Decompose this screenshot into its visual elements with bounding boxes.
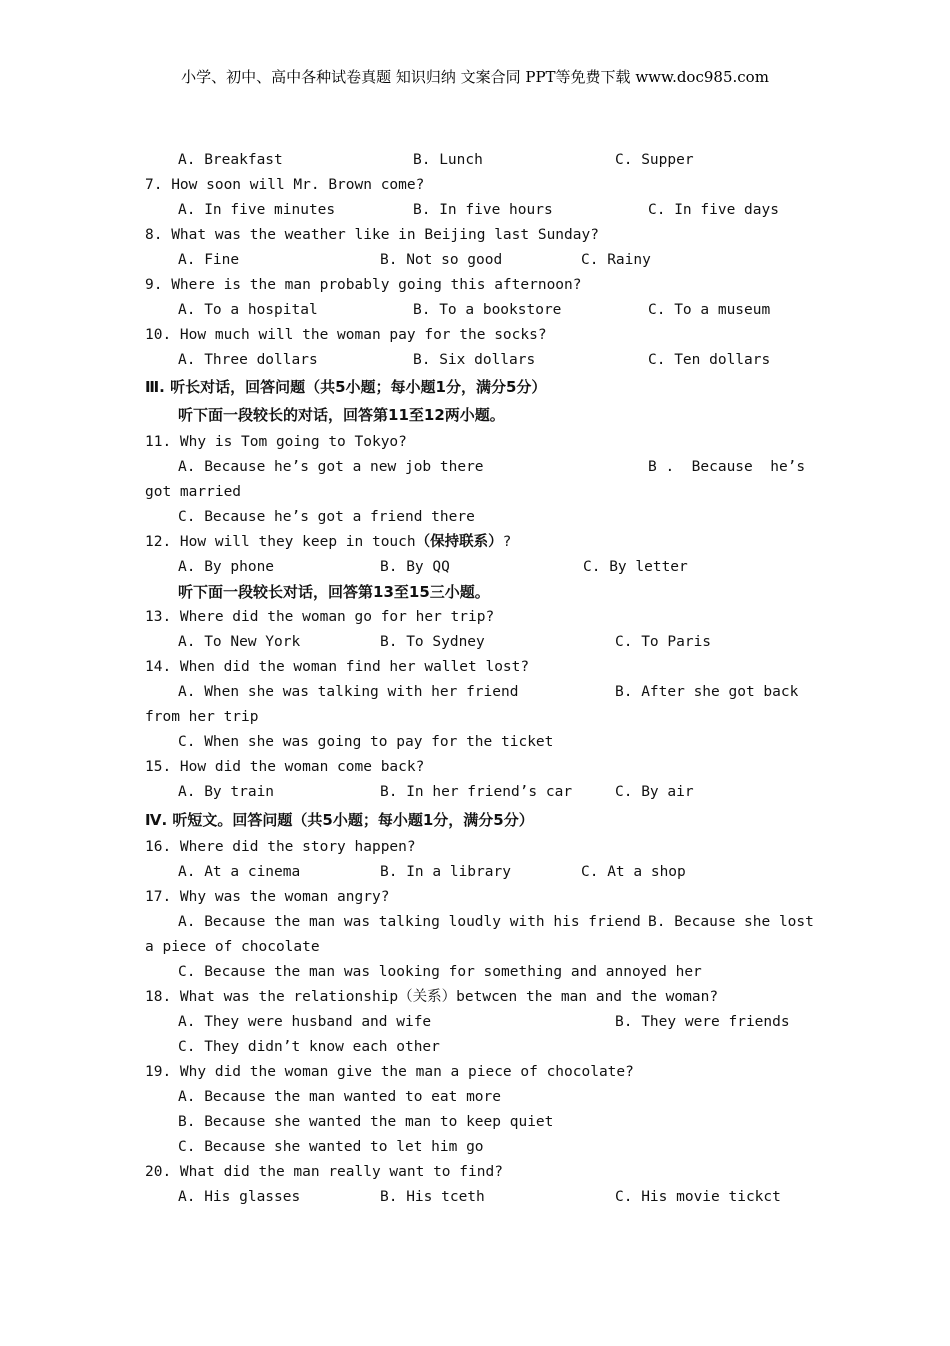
q17-option-a: A. Because the man was talking loudly with his friend [178,914,641,930]
q6-option-c: C. Supper [615,152,694,168]
q12-question-text: 12. How will they keep in touch [145,534,416,550]
q14-option-b-continued: from her trip [145,709,259,725]
q12-question [145,532,511,552]
section-3-instruction-2: 听下面一段较长对话，回答第13至15三小题。 [178,583,490,601]
q8-option-a: A. Fine [178,252,240,268]
q6-option-b: B. Lunch [413,152,483,168]
q8-option-b: B. Not so good [380,252,503,268]
q12-option-c: C. By letter [583,559,688,575]
q10-option-c: C. Ten dollars [648,352,771,368]
q12-question-mark: ? [502,534,512,550]
q11-option-c: C. Because he’s got a friend there [178,509,475,525]
q20-option-c: C. His movie tickct [615,1189,781,1205]
q6-option-a: A. Breakfast [178,152,283,168]
q18-question: 18. What was the relationship（关系）betwcen the man and the woman? [145,989,719,1005]
q20-option-b: B. His tceth [380,1189,485,1205]
q18-option-c: C. They didn’t know each other [178,1039,440,1055]
q9-option-c: C. To a museum [648,302,771,318]
q12-option-b: B. By QQ [380,559,450,575]
q18-option-a: A. They were husband and wife [178,1014,432,1030]
q9-question: 9. Where is the man probably going this afternoon? [145,277,582,293]
q14-option-a: A. When she was talking with her friend [178,684,519,700]
q19-question: 19. Why did the woman give the man a piece of chocolate? [145,1064,634,1080]
q14-question: 14. When did the woman find her wallet lost? [145,659,530,675]
q13-option-a: A. To New York [178,634,301,650]
q7-option-b: B. In five hours [413,202,553,218]
q17-option-b-continued: a piece of chocolate [145,939,320,955]
q8-option-c: C. Rainy [581,252,651,268]
section-3-title: Ⅲ. 听长对话，回答问题（共5小题；每小题1分，满分5分） [145,378,547,396]
q12-question-gloss: （保持联系） [415,534,503,550]
q16-question: 16. Where did the story happen? [145,839,416,855]
section-4-title: Ⅳ. 听短文。回答问题（共5小题；每小题1分，满分5分） [145,811,534,829]
q11-question: 11. Why is Tom going to Tokyo? [145,434,407,450]
q10-option-b: B. Six dollars [413,352,536,368]
q11-option-b-continued: got married [145,484,242,500]
q9-option-a: A. To a hospital [178,302,318,318]
q13-question: 13. Where did the woman go for her trip? [145,609,495,625]
q7-option-a: A. In five minutes [178,202,336,218]
q7-question: 7. How soon will Mr. Brown come? [145,177,425,193]
q16-option-a: A. At a cinema [178,864,301,880]
q16-option-c: C. At a shop [581,864,686,880]
q13-option-b: B. To Sydney [380,634,485,650]
q20-question: 20. What did the man really want to find? [145,1164,503,1180]
q14-option-b: B. After she got back [615,684,799,700]
q13-option-c: C. To Paris [615,634,712,650]
q12-option-a: A. By phone [178,559,275,575]
page-header: 小学、初中、高中各种试卷真题 知识归纳 文案合同 PPT等免费下载 www.doc985.com [181,68,769,86]
q11-option-a: A. Because he’s got a new job there [178,459,484,475]
q15-option-a: A. By train [178,784,275,800]
q20-option-a: A. His glasses [178,1189,301,1205]
q16-option-b: B. In a library [380,864,511,880]
q15-question: 15. How did the woman come back? [145,759,425,775]
q19-option-b: B. Because she wanted the man to keep quiet [178,1114,554,1130]
q9-option-b: B. To a bookstore [413,302,562,318]
q19-option-a: A. Because the man wanted to eat more [178,1089,502,1105]
q18-option-b: B. They were friends [615,1014,790,1030]
q17-question: 17. Why was the woman angry? [145,889,390,905]
q14-option-c: C. When she was going to pay for the ticket [178,734,554,750]
q7-option-c: C. In five days [648,202,779,218]
q15-option-c: C. By air [615,784,694,800]
q10-question: 10. How much will the woman pay for the socks? [145,327,547,343]
q11-option-b: B . Because he’s [648,459,806,475]
q10-option-a: A. Three dollars [178,352,318,368]
section-3-instruction-1: 听下面一段较长的对话，回答第11至12两小题。 [178,406,505,424]
q8-question: 8. What was the weather like in Beijing last Sunday? [145,227,599,243]
q17-option-b: B. Because she lost [648,914,814,930]
q17-option-c: C. Because the man was looking for something and annoyed her [178,964,702,980]
q15-option-b: B. In her friend’s car [380,784,573,800]
q19-option-c: C. Because she wanted to let him go [178,1139,484,1155]
